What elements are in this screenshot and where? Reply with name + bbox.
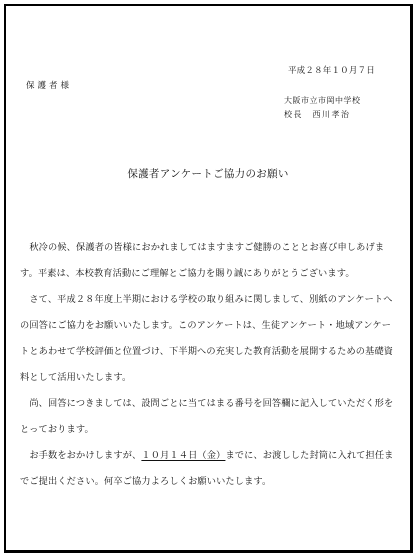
body-line: さて、平成２８年度上半期における学校の取り組みに関しまして、別紙のアンケートへ — [20, 294, 393, 305]
letter-date: 平成２８年１０月７日 — [287, 66, 375, 76]
principal-name: 校長 西川孝治 — [284, 110, 351, 119]
body-line: の回答にご協力をお願いいたします。このアンケートは、生徒アンケート・地域アンケー — [20, 320, 392, 331]
letter-page — [4, 4, 413, 553]
body-line-deadline — [20, 443, 404, 469]
body-line: 秋冷の候、保護者の皆様におかれましてはますますご健勝のこととお喜び申しあげま — [20, 242, 385, 253]
letter-body — [20, 235, 404, 495]
body-line: とっております。 — [20, 424, 94, 435]
school-name: 大阪市立市岡中学校 — [284, 96, 361, 105]
sender-block — [284, 94, 361, 122]
body-line: 料として活用いたします。 — [20, 372, 132, 383]
deadline-tail-text: までに、お渡しした封筒に入れて担任ま — [225, 450, 394, 461]
body-line: でご提出ください。何卒ご協力よろしくお願いいたします。 — [20, 476, 272, 487]
recipient-line: 保護者様 — [26, 81, 73, 91]
body-line: す。平素は、本校教育活動にご理解とご協力を賜り誠にありがとうございます。 — [20, 268, 355, 279]
letter-title: 保護者アンケートご協力のお願い — [127, 168, 289, 180]
body-line: 尚、回答につきましては、設問ごとに当てはまる番号を回答欄に記入していただく形を — [20, 398, 394, 409]
body-line: トとあわせて学校評価と位置づけ、下半期への充実した教育活動を展開するための基礎資 — [20, 346, 394, 357]
deadline-lead-text: お手数をおかけしますが、 — [20, 450, 142, 461]
deadline-date: １０月１４日（金） — [141, 450, 226, 461]
